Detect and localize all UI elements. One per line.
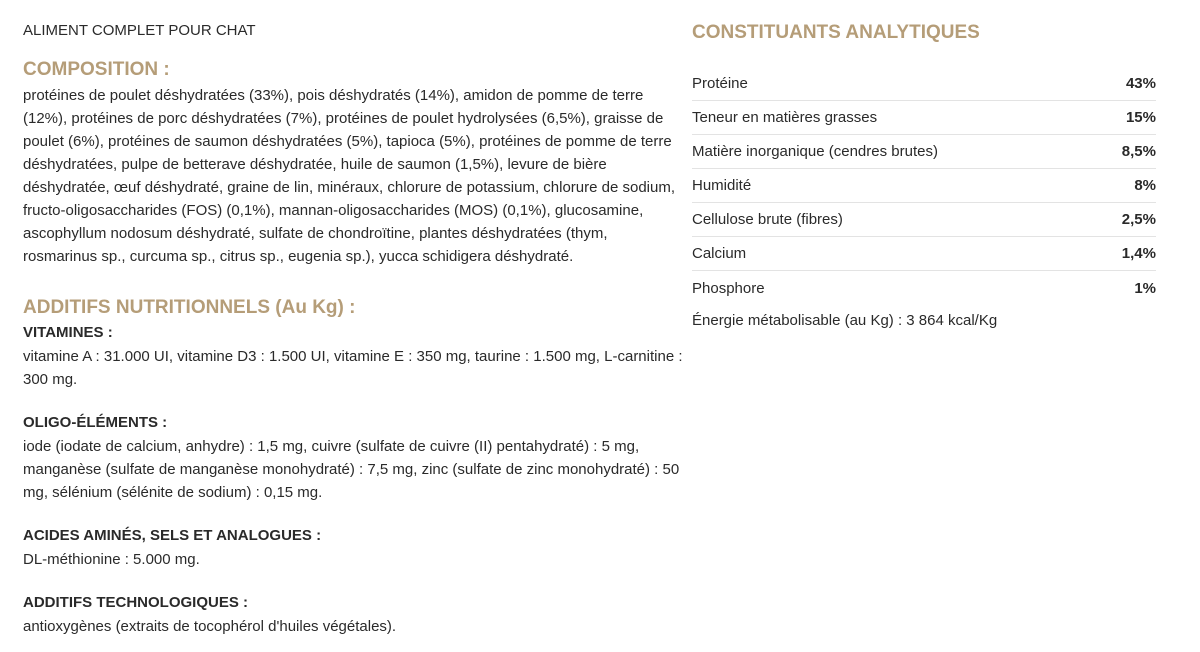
oligo-block xyxy=(23,413,683,504)
row-value: 8,5% xyxy=(1121,143,1156,160)
row-label: Protéine xyxy=(692,75,748,92)
vitamines-text: vitamine A : 31.000 UI, vitamine D3 : 1.500 UI, vitamine E : 350 mg, taurine : 1.500 mg, L-carnitine : 300 mg. xyxy=(23,348,683,388)
acides-text: DL-méthionine : 5.000 mg. xyxy=(23,551,200,568)
acides-block xyxy=(23,526,683,571)
row-label: Calcium xyxy=(692,245,747,262)
composition-column xyxy=(23,20,683,638)
vitamines-block xyxy=(23,323,683,391)
row-label: Humidité xyxy=(692,177,752,194)
vitamines-heading: VITAMINES : xyxy=(23,324,113,341)
constituants-column xyxy=(692,20,1156,346)
constituants-heading: CONSTITUANTS ANALYTIQUES xyxy=(692,22,980,43)
row-label: Cellulose brute (fibres) xyxy=(692,211,843,228)
row-value: 15% xyxy=(1125,109,1156,126)
table-row xyxy=(692,203,1156,237)
constituants-table xyxy=(692,67,1156,305)
row-label: Matière inorganique (cendres brutes) xyxy=(692,143,938,160)
table-row xyxy=(692,237,1156,271)
row-value: 2,5% xyxy=(1121,211,1156,228)
table-row xyxy=(692,271,1156,305)
row-label: Teneur en matières grasses xyxy=(692,109,878,126)
product-type-label: ALIMENT COMPLET POUR CHAT xyxy=(23,22,256,39)
table-row xyxy=(692,101,1156,135)
additifs-heading: ADDITIFS NUTRITIONNELS (Au Kg) : xyxy=(23,297,356,318)
table-row xyxy=(692,67,1156,101)
table-row xyxy=(692,135,1156,169)
energy-label: Énergie métabolisable (au Kg) : 3 864 kcal/Kg xyxy=(692,312,998,329)
composition-heading: COMPOSITION : xyxy=(23,59,170,80)
row-label: Phosphore xyxy=(692,279,765,297)
techno-text: antioxygènes (extraits de tocophérol d'huiles végétales). xyxy=(23,618,397,635)
acides-heading: ACIDES AMINÉS, SELS ET ANALOGUES : xyxy=(23,527,322,544)
row-value: 8% xyxy=(1134,177,1156,194)
oligo-heading: OLIGO-ÉLÉMENTS : xyxy=(23,414,168,431)
row-value: 1% xyxy=(1134,279,1156,297)
techno-block xyxy=(23,593,683,638)
composition-text: protéines de poulet déshydratées (33%), pois déshydratés (14%), amidon de pomme de terre (12%), protéines de porc déshydratées (7%), protéines de poulet hydrolysées (6,5%), graisse de poulet (6%), protéines de saumon déshydratées (5%), tapioca (5%), protéines de pomme de terre déshydratées, pulpe de betterave déshydratée, huile de saumon (1,5%), levure de bière déshydratée, œuf déshydraté, graine de lin, minéraux, chlorure de potassium, chlorure de sodium, fructo-oligosaccharides (FOS) (0,1%), mannan-oligosaccharides (MOS) (0,1%), glucosamine, ascophyllum nodosum déshydraté, sulfate de chondroïtine, plantes déshydratées (thym, rosmarinus sp., curcuma sp., citrus sp., eugenia sp.), yucca schidigera déshydraté. xyxy=(23,87,676,265)
table-row xyxy=(692,169,1156,203)
techno-heading: ADDITIFS TECHNOLOGIQUES : xyxy=(23,594,248,611)
row-value: 43% xyxy=(1125,75,1156,92)
oligo-text: iode (iodate de calcium, anhydre) : 1,5 mg, cuivre (sulfate de cuivre (II) pentahydraté) : 5 mg, manganèse (sulfate de manganèse monohydraté) : 7,5 mg, zinc (sulfate de zinc monohydraté) : 50 mg, sélénium (sélénite de sodium) : 0,15 mg. xyxy=(23,438,680,501)
row-value: 1,4% xyxy=(1121,245,1156,262)
